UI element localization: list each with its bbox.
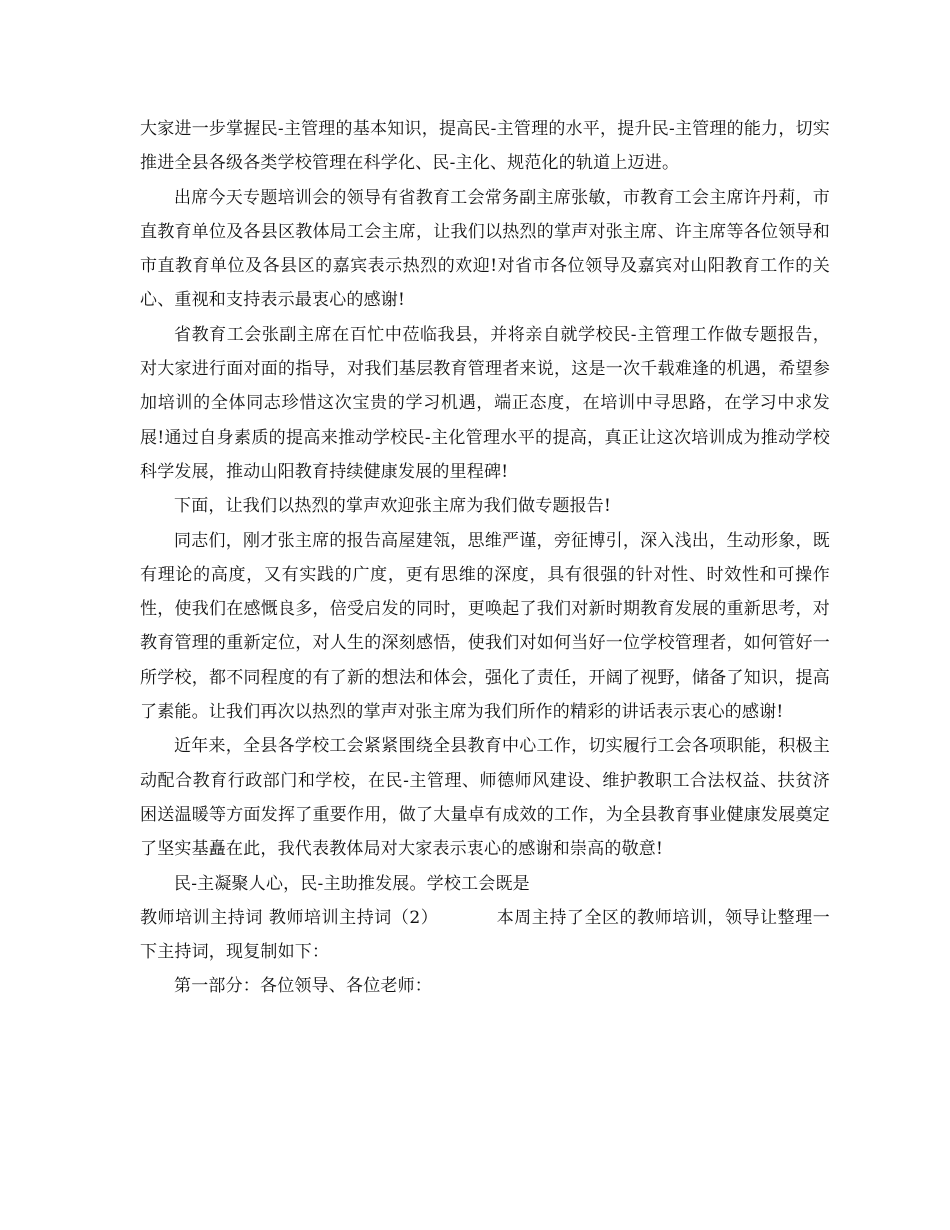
heading-line xyxy=(140,901,830,970)
paragraph-7: 民-主凝聚人心，民-主助推发展。学校工会既是 xyxy=(174,873,530,894)
paragraph-6: 近年来，全县各学校工会紧紧围绕全县教育中心工作，切实履行工会各项职能，积极主动配合教育行政部门和学校，在民-主管理、师德师风建设、维护教职工合法权益、扶贫济困送温暖等方面发挥了重要作用，做了大量卓有成效的工作，为全县教育事业健康发展奠定了坚实基矗在此，我代表教体局对大家表示衷心的感谢和崇高的敬意! xyxy=(140,736,830,860)
heading-line-left: 教师培训主持词 教师培训主持词（2） xyxy=(140,907,439,928)
paragraph-3: 省教育工会张副主席在百忙中莅临我县，并将亲自就学校民-主管理工作做专题报告，对大家进行面对面的指导，对我们基层教育管理者来说，这是一次千载难逢的机遇，希望参加培训的全体同志珍惜这次宝贵的学习机遇，端正态度，在培训中寻思路，在学习中求发展!通过自身素质的提高来推动学校民-主化管理水平的提高，真正让这次培训成为推动学校科学发展，推动山阳教育持续健康发展的里程碑! xyxy=(140,324,830,482)
paragraph-8: 第一部分：各位领导、各位老师： xyxy=(174,976,432,997)
heading-line-right: 本周主持了全区的教师培训，领导让整理一下主持词，现复制如下： xyxy=(140,907,830,963)
paragraph-4: 下面，让我们以热烈的掌声欢迎张主席为我们做专题报告! xyxy=(174,496,612,517)
document-body xyxy=(140,112,830,1004)
paragraph-5: 同志们，刚才张主席的报告高屋建瓴，思维严谨，旁征博引，深入浅出，生动形象，既有理论的高度，又有实践的广度，更有思维的深度，具有很强的针对性、时效性和可操作性，使我们在感慨良多，倍受启发的同时，更唤起了我们对新时期教育发展的重新思考，对教育管理的重新定位，对人生的深刻感悟，使我们对如何当好一位学校管理者，如何管好一所学校，都不同程度的有了新的想法和体会，强化了责任，开阔了视野，储备了知识，提高了素能。让我们再次以热烈的掌声对张主席为我们所作的精彩的讲话表示衷心的感谢! xyxy=(140,530,830,723)
paragraph-1: 大家进一步掌握民-主管理的基本知识，提高民-主管理的水平，提升民-主管理的能力，切实推进全县各级各类学校管理在科学化、民-主化、规范化的轨道上迈进。 xyxy=(140,119,830,174)
paragraph-2: 出席今天专题培训会的领导有省教育工会常务副主席张敏，市教育工会主席许丹莉，市直教育单位及各县区教体局工会主席，让我们以热烈的掌声对张主席、许主席等各位领导和市直教育单位及各县区的嘉宾表示热烈的欢迎!对省市各位领导及嘉宾对山阳教育工作的关心、重视和支持表示最衷心的感谢! xyxy=(140,187,830,311)
